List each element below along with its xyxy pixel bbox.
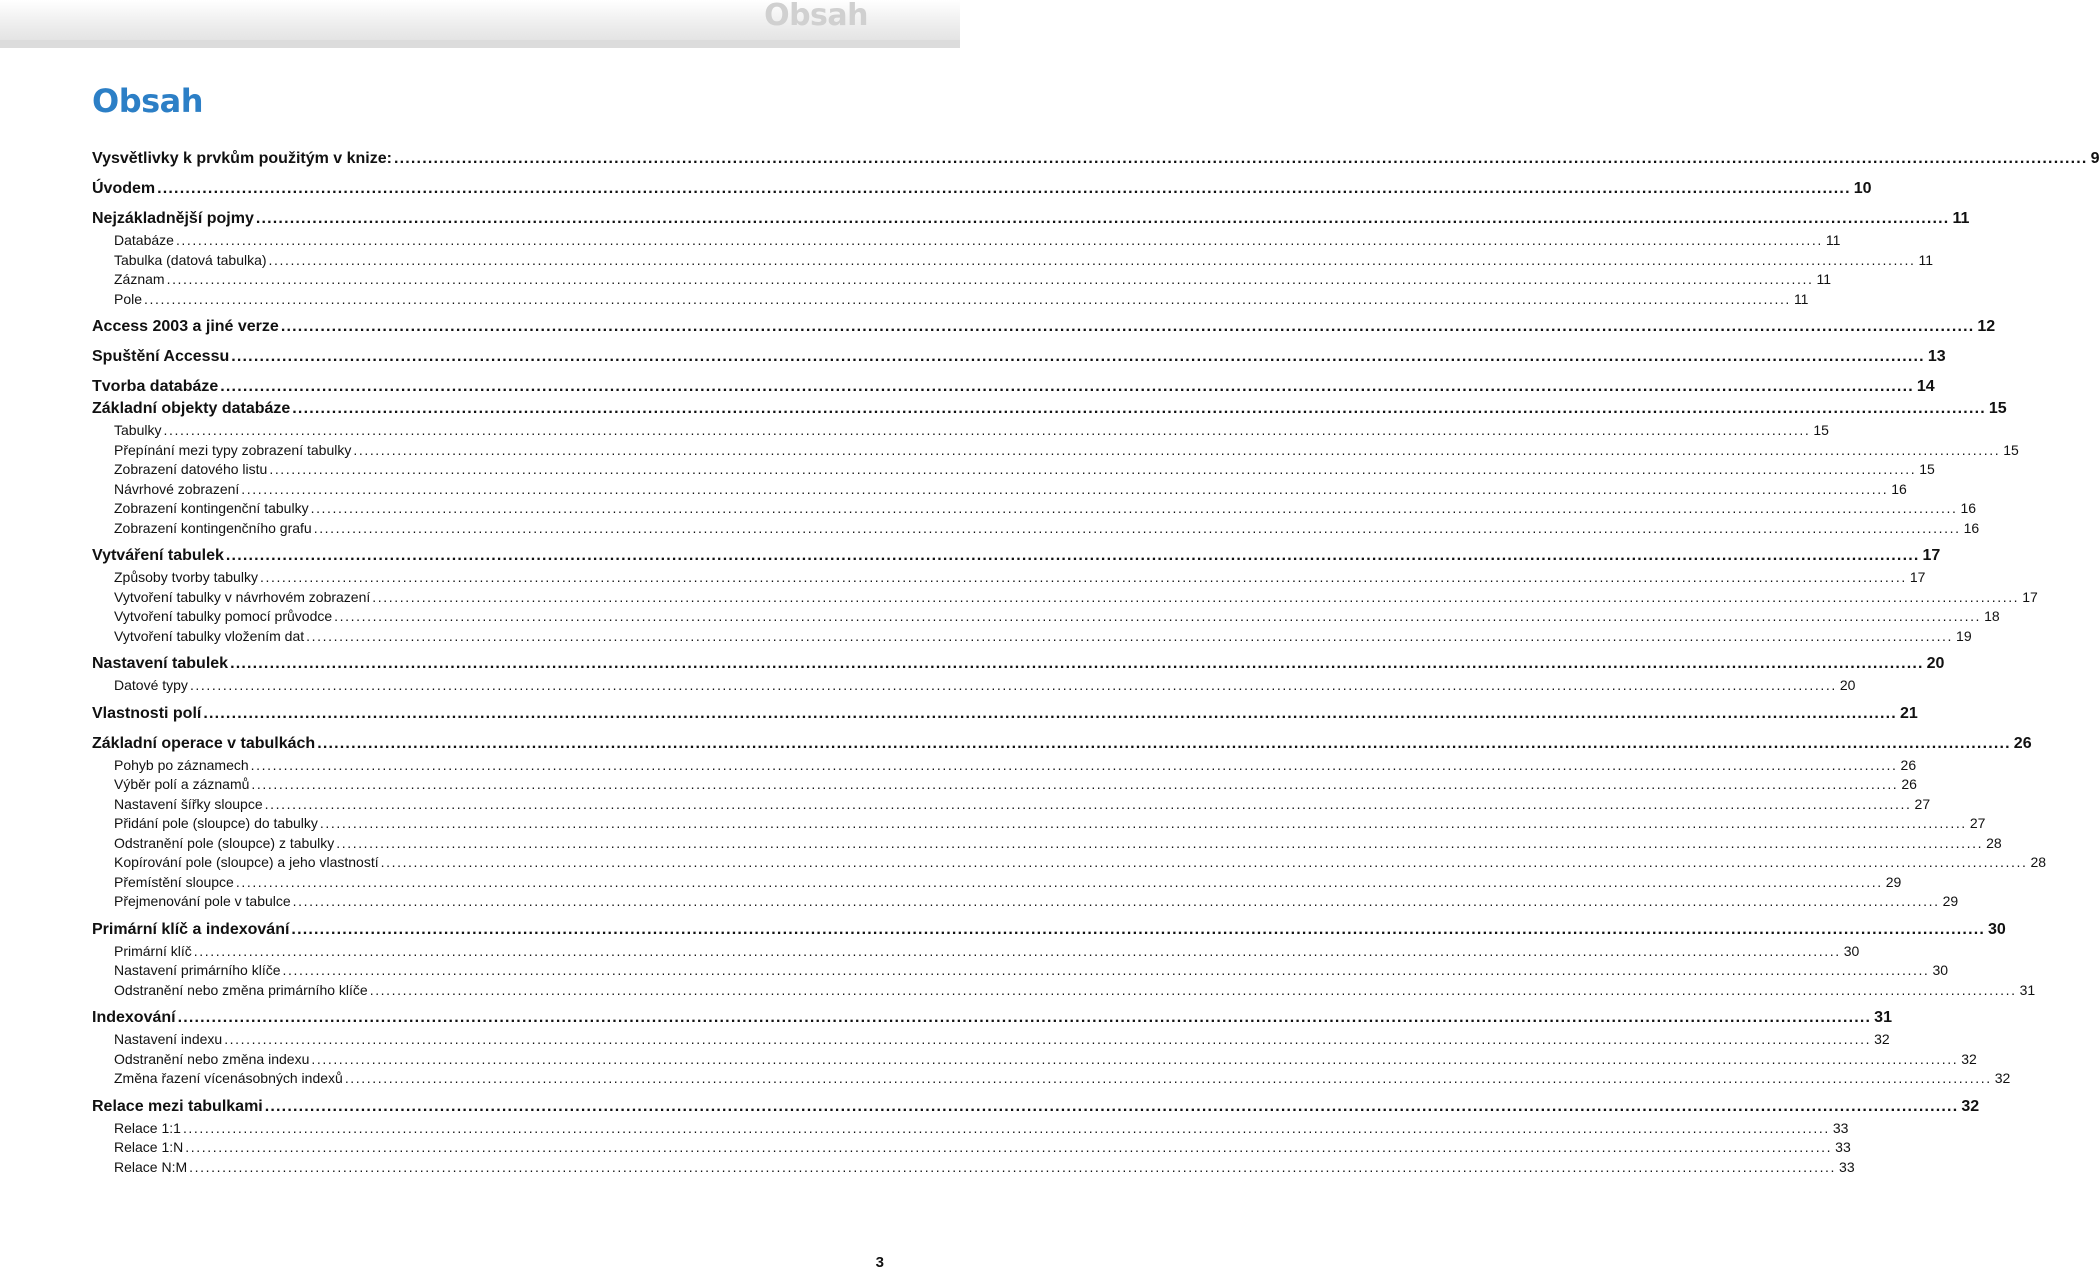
toc-entry-title: Tabulka (datová tabulka) [114,251,267,268]
toc-entry-title: Výběr polí a záznamů [114,776,250,792]
toc-entry-page: 17 [1922,547,1941,564]
toc-entry[interactable] [92,854,2047,874]
toc-entry-title: Způsoby tvorby tabulky [114,569,258,585]
toc-entry-page: 9 [2090,150,2099,167]
dot-leader: ............................................................................................................................................................................................................................................................................................................ [177,1009,1872,1026]
toc-entry[interactable] [92,318,1996,340]
dot-leader: ............................................................................................................................................................................................................................................................................................................ [353,441,2001,458]
dot-leader: ............................................................................................................................................................................................................................................................................................................ [369,981,2017,998]
dot-leader: ............................................................................................................................................................................................................................................................................................................ [344,1070,1992,1086]
toc-entry-page: 32 [1961,1050,1977,1067]
page-title: Obsah [92,82,204,120]
dot-leader: ............................................................................................................................................................................................................................................................................................................ [306,627,1954,644]
dot-leader: ............................................................................................................................................................................................................................................................................................................ [251,776,1899,792]
toc-entry[interactable] [92,734,2032,757]
toc-entry-title: Přepínání mezi typy zobrazení tabulky [114,441,352,458]
toc-entry-title: Přejmenování pole v tabulce [114,893,291,909]
toc-entry-page: 30 [1988,920,2006,938]
dot-leader: ............................................................................................................................................................................................................................................................................................................ [166,271,1814,287]
dot-leader: ............................................................................................................................................................................................................................................................................................................ [292,400,1986,417]
dot-leader: ............................................................................................................................................................................................................................................................................................................ [372,588,2020,605]
toc-entry-title: Odstranění pole (sloupce) z tabulky [114,834,335,851]
toc-entry-page: 26 [1900,756,1917,773]
toc-entry[interactable] [92,441,2019,462]
toc-entry[interactable] [92,655,1945,677]
toc-entry[interactable] [92,704,1918,727]
dot-leader: ............................................................................................................................................................................................................................................................................................................ [336,834,1984,851]
toc-entry-page: 16 [1963,519,1980,536]
toc-entry[interactable] [92,873,1902,894]
toc-entry-title: Relace 1:1 [114,1119,181,1136]
dot-leader: ............................................................................................................................................................................................................................................................................................................ [163,422,1811,438]
toc-entry-title: Vytváření tabulek [92,547,224,564]
toc-entry-title: Základní operace v tabulkách [92,734,316,752]
dot-leader: ............................................................................................................................................................................................................................................................................................................ [193,942,1841,959]
dot-leader: ............................................................................................................................................................................................................................................................................................................ [311,1050,1959,1067]
toc-entry-title: Přemístění sloupce [114,873,234,890]
toc-entry[interactable] [92,756,1917,777]
toc-entry-title: Zobrazení kontingenčního grafu [114,519,312,536]
toc-entry-page: 33 [1839,1158,1855,1175]
toc-entry-title: Tabulky [114,422,162,438]
toc-entry[interactable] [92,378,1935,400]
toc-entry-title: Nastavení tabulek [92,655,229,672]
toc-entry-title: Indexování [92,1009,176,1026]
toc-entry-page: 33 [1832,1119,1849,1136]
dot-leader: ............................................................................................................................................................................................................................................................................................................ [241,480,1889,497]
header-divider [0,40,960,48]
toc-entry-title: Kopírování pole (sloupce) a jeho vlastností [114,854,379,870]
toc-entry-title: Zobrazení datového listu [114,461,268,477]
dot-leader: ............................................................................................................................................................................................................................................................................................................ [230,655,1924,672]
toc-entry-title: Pohyb po záznamech [114,756,249,773]
dot-leader: ............................................................................................................................................................................................................................................................................................................ [280,318,1975,335]
toc-entry-page: 13 [1927,348,1946,365]
toc-entry[interactable] [92,271,1832,291]
toc-entry[interactable] [92,920,2006,943]
toc-entry-title: Relace mezi tabulkami [92,1097,263,1115]
toc-entry-title: Nastavení primárního klíče [114,962,281,978]
toc-entry-title: Pole [114,290,143,307]
toc-entry-title: Primární klíč [114,942,192,959]
dot-leader: ............................................................................................................................................................................................................................................................................................................ [189,677,1837,693]
toc-entry-title: Nejzákladnější pojmy [92,210,254,227]
dot-leader: ............................................................................................................................................................................................................................................................................................................ [203,704,1897,722]
toc-entry-page: 15 [1988,400,2007,417]
dot-leader: ............................................................................................................................................................................................................................................................................................................ [292,893,1940,909]
header-title: Obsah [764,0,868,33]
toc-entry-page: 32 [1994,1070,2011,1086]
dot-leader: ............................................................................................................................................................................................................................................................................................................ [334,608,1982,624]
toc-entry-page: 14 [1916,378,1935,395]
toc-entry[interactable] [92,569,1926,589]
toc-entry[interactable] [92,942,1860,963]
toc-entry-page: 11 [1793,290,1809,307]
toc-entry-page: 31 [2019,981,2036,998]
toc-entry-page: 21 [1899,704,1918,722]
dot-leader: ............................................................................................................................................................................................................................................................................................................ [317,734,2011,752]
toc-entry-page: 27 [1969,815,1986,831]
dot-leader: ............................................................................................................................................................................................................................................................................................................ [264,795,1912,812]
toc-entry[interactable] [92,1097,1980,1120]
toc-entry-page: 11 [1816,271,1832,287]
toc-entry-title: Vysvětlivky k prvkům použitým v knize: [92,150,392,167]
toc-entry-page: 10 [1853,180,1872,197]
toc-entry-title: Vytvoření tabulky v návrhovém zobrazení [114,588,371,605]
page-number: 3 [875,1254,884,1271]
toc-entry-title: Access 2003 a jiné verze [92,318,279,335]
dot-leader: ............................................................................................................................................................................................................................................................................................................ [259,569,1907,585]
toc-entry[interactable] [92,893,1959,913]
dot-leader: ............................................................................................................................................................................................................................................................................................................ [310,500,1958,516]
toc-entry-page: 15 [1813,422,1829,438]
toc-entry-page: 29 [1942,893,1959,909]
toc-entry[interactable] [92,500,1977,520]
toc-entry-title: Odstranění nebo změna indexu [114,1050,310,1067]
toc-entry[interactable] [92,180,1872,202]
toc-entry-page: 33 [1835,1139,1851,1155]
toc-entry-title: Primární klíč a indexování [92,920,290,938]
toc-entry-page: 15 [2003,441,2019,458]
toc-entry[interactable] [92,795,1931,816]
dot-leader: ............................................................................................................................................................................................................................................................................................................ [185,1139,1833,1155]
toc-entry-title: Odstranění nebo změna primárního klíče [114,981,368,998]
toc-entry-page: 17 [2022,588,2038,605]
toc-entry[interactable] [92,981,2036,1002]
dot-leader: ............................................................................................................................................................................................................................................................................................................ [224,1031,1872,1047]
toc-entry[interactable] [92,815,1986,835]
toc-entry[interactable] [92,1031,1890,1051]
dot-leader: ............................................................................................................................................................................................................................................................................................................ [268,251,1916,268]
toc-entry-title: Nastavení indexu [114,1031,223,1047]
toc-entry[interactable] [92,461,1935,481]
toc-entry[interactable] [92,150,2099,172]
toc-entry-page: 27 [1914,795,1931,812]
dot-leader: ............................................................................................................................................................................................................................................................................................................ [282,962,1930,978]
toc-entry-title: Zobrazení kontingenční tabulky [114,500,309,516]
toc-entry-page: 18 [1984,608,2000,624]
toc-entry-page: 15 [1919,461,1935,477]
toc-entry[interactable] [92,1009,1892,1031]
dot-leader: ............................................................................................................................................................................................................................................................................................................ [225,547,1920,564]
toc-entry[interactable] [92,608,2000,628]
toc-entry-title: Relace N:M [114,1158,188,1175]
toc-entry[interactable] [92,232,1841,252]
dot-leader: ............................................................................................................................................................................................................................................................................................................ [235,873,1883,890]
toc-entry-title: Úvodem [92,180,156,197]
toc-entry-title: Změna řazení vícenásobných indexů [114,1070,343,1086]
toc-entry-page: 26 [1901,776,1917,792]
toc-entry-page: 16 [1891,480,1907,497]
dot-leader: ............................................................................................................................................................................................................................................................................................................ [250,756,1898,773]
toc-entry-page: 11 [1918,251,1933,268]
dot-leader: ............................................................................................................................................................................................................................................................................................................ [220,378,1914,395]
toc-entry-title: Záznam [114,271,165,287]
toc-entry[interactable] [92,1050,1977,1071]
dot-leader: ............................................................................................................................................................................................................................................................................................................ [157,180,1851,197]
dot-leader: ............................................................................................................................................................................................................................................................................................................ [189,1158,1837,1175]
toc-entry-title: Nastavení šířky sloupce [114,795,263,812]
toc-entry[interactable] [92,251,1933,272]
toc-entry-title: Datové typy [114,677,188,693]
toc-entry[interactable] [92,776,1917,796]
toc-entry-page: 32 [1874,1031,1890,1047]
toc-entry-page: 11 [1825,232,1841,248]
toc-entry[interactable] [92,290,1809,311]
dot-leader: ............................................................................................................................................................................................................................................................................................................ [231,348,1925,365]
dot-leader: ............................................................................................................................................................................................................................................................................................................ [144,290,1791,307]
dot-leader: ............................................................................................................................................................................................................................................................................................................ [255,210,1950,227]
toc-entry-page: 12 [1977,318,1996,335]
toc-entry-title: Databáze [114,232,174,248]
toc-entry-page: 28 [1986,834,2002,851]
toc-entry[interactable] [92,519,1980,540]
toc-entry[interactable] [92,1139,1851,1159]
toc-entry-page: 30 [1932,962,1949,978]
dot-leader: ............................................................................................................................................................................................................................................................................................................ [182,1119,1830,1136]
toc-entry[interactable] [92,547,1941,569]
toc-entry-page: 19 [1956,627,1972,644]
toc-entry-page: 20 [1926,655,1945,672]
toc-entry[interactable] [92,210,1970,232]
dot-leader: ............................................................................................................................................................................................................................................................................................................ [393,150,2088,167]
toc-entry[interactable] [92,1158,1855,1179]
toc-entry-page: 29 [1885,873,1902,890]
toc-entry-page: 26 [2013,734,2032,752]
toc-entry[interactable] [92,677,1856,697]
toc-entry-title: Základní objekty databáze [92,400,291,417]
toc-entry[interactable] [92,348,1946,370]
toc-entry[interactable] [92,480,1907,501]
toc-entry-page: 20 [1839,677,1856,693]
toc-entry-page: 31 [1874,1009,1892,1026]
toc-entry-page: 28 [2030,854,2047,870]
dot-leader: ............................................................................................................................................................................................................................................................................................................ [291,920,1986,938]
toc-entry-title: Vlastnosti polí [92,704,202,722]
toc-entry[interactable] [92,1070,2011,1090]
toc-entry[interactable] [92,422,1829,442]
toc-entry[interactable] [92,962,1949,982]
toc-entry-page: 17 [1909,569,1926,585]
toc-entry-page: 11 [1952,210,1970,227]
toc-entry[interactable] [92,834,2002,855]
dot-leader: ............................................................................................................................................................................................................................................................................................................ [319,815,1967,831]
toc-entry-page: 30 [1843,942,1860,959]
toc-entry-page: 32 [1961,1097,1980,1115]
toc-entry-title: Tvorba databáze [92,378,219,395]
dot-leader: ............................................................................................................................................................................................................................................................................................................ [269,461,1917,477]
dot-leader: ............................................................................................................................................................................................................................................................................................................ [380,854,2028,870]
toc-entry-title: Návrhové zobrazení [114,480,240,497]
toc-entry[interactable] [92,588,2038,609]
toc-entry[interactable] [92,400,2007,422]
toc-entry[interactable] [92,627,1972,648]
toc-entry-title: Spuštění Accessu [92,348,230,365]
toc-entry-title: Vytvoření tabulky pomocí průvodce [114,608,333,624]
dot-leader: ............................................................................................................................................................................................................................................................................................................ [264,1097,1959,1115]
toc-entry-title: Relace 1:N [114,1139,184,1155]
toc-entry-title: Vytvoření tabulky vložením dat [114,627,305,644]
toc-entry-page: 16 [1960,500,1977,516]
dot-leader: ............................................................................................................................................................................................................................................................................................................ [313,519,1961,536]
dot-leader: ............................................................................................................................................................................................................................................................................................................ [175,232,1823,248]
toc-entry[interactable] [92,1119,1849,1140]
table-of-contents [92,150,2099,1178]
toc-entry-title: Přidání pole (sloupce) do tabulky [114,815,318,831]
